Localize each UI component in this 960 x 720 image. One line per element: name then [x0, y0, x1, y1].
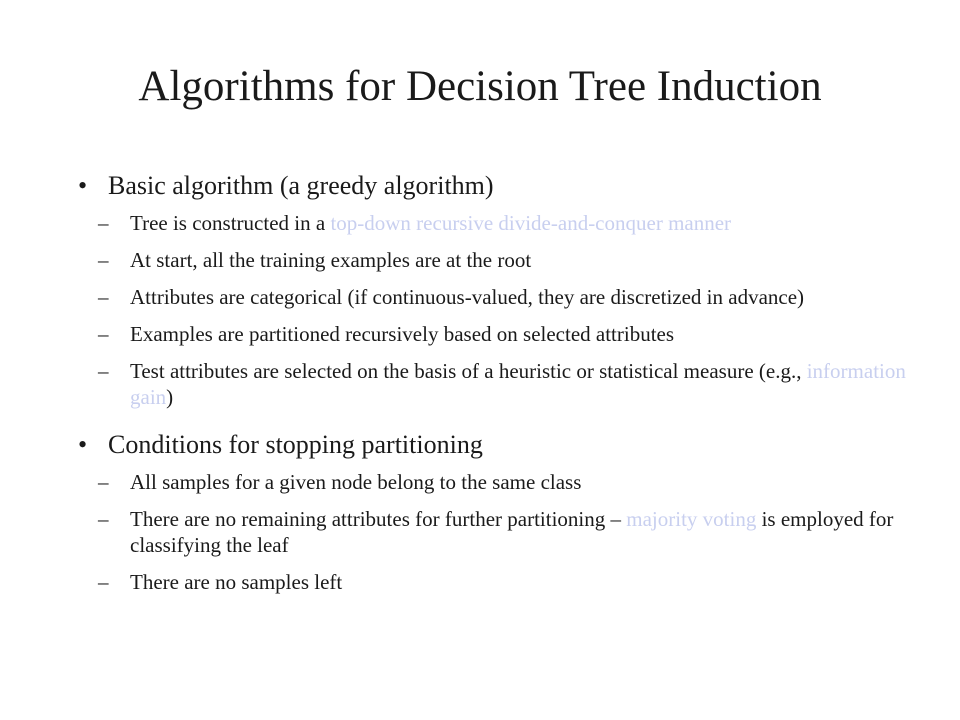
sub-text: There are no remaining attributes for further partitioning –: [130, 507, 627, 531]
sub-text: Tree is constructed in a: [130, 211, 331, 235]
dash-icon: –: [98, 248, 109, 272]
highlight-text: information gain: [130, 359, 906, 409]
highlight-text: top-down recursive divide-and-conquer manner: [330, 211, 732, 235]
slide-content: [78, 168, 928, 606]
dash-icon: –: [98, 507, 109, 531]
dash-icon: –: [98, 359, 109, 383]
dash-icon: –: [98, 285, 109, 309]
sub-text-post: is employed for classifying the leaf: [130, 507, 894, 557]
sub-text-post: ): [166, 385, 174, 409]
bullet-dot-icon: •: [78, 171, 88, 200]
dash-icon: –: [98, 322, 109, 346]
sub-item: [78, 358, 928, 410]
bullet-dot-icon: •: [78, 430, 88, 459]
highlight-text: majority voting: [626, 507, 757, 531]
dash-icon: –: [98, 211, 109, 235]
dash-icon: –: [98, 470, 109, 494]
dash-icon: –: [98, 570, 109, 594]
bullet-text: Conditions for stopping partitioning: [108, 430, 483, 459]
sub-item: [78, 506, 928, 558]
sub-item: [78, 210, 928, 236]
sub-item: [78, 469, 928, 495]
sub-item: [78, 321, 928, 347]
sub-item: [78, 284, 928, 310]
bullet-text: Basic algorithm (a greedy algorithm): [108, 171, 494, 200]
sub-text: Test attributes are selected on the basis of a heuristic or statistical measure (e.g.,: [130, 359, 807, 383]
bullet-stopping-conditions: [78, 427, 928, 463]
sub-item: [78, 247, 928, 273]
sub-text: At start, all the training examples are at the root: [130, 248, 532, 272]
sub-text: Examples are partitioned recursively based on selected attributes: [130, 322, 675, 346]
sub-text: All samples for a given node belong to the same class: [130, 470, 582, 494]
sub-text: There are no samples left: [130, 570, 343, 594]
slide-title: Algorithms for Decision Tree Induction: [138, 63, 822, 110]
sub-text: Attributes are categorical (if continuous-valued, they are discretized in advance): [130, 285, 805, 309]
bullet-basic-algorithm: [78, 168, 928, 204]
sub-item: [78, 569, 928, 595]
